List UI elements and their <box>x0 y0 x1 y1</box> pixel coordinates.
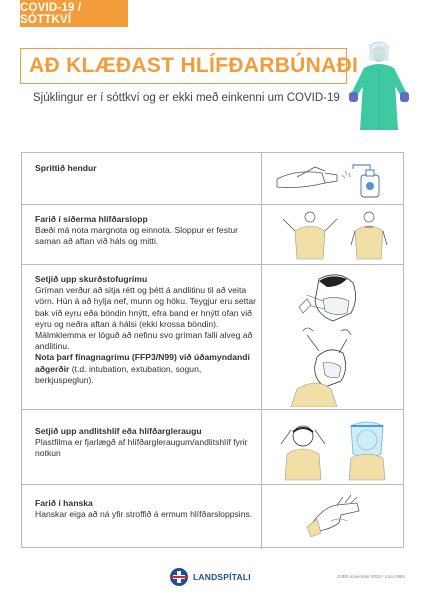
page-subtitle: Sjúklingur er í sóttkví og er ekki með einkenni um COVID-19 <box>33 92 340 104</box>
step-row-face-shield <box>22 409 403 484</box>
step-extra-body: (t.d. intubation, extubation, sogun, berkjuspeglun). <box>35 363 202 385</box>
steps-table <box>21 152 404 548</box>
step-heading: Setjið upp andlitshlíf eða hlífðargleraugu <box>35 426 202 436</box>
logo-text: LANDSPÍTALI <box>193 572 251 582</box>
category-tag: COVID-19 / SÓTTKVÍ <box>20 0 128 27</box>
landspitali-logo <box>170 568 251 586</box>
step-body: Plastfilma er fjarlægð af hlífðargleraugum/andlitshlíf fyrir notkun <box>35 437 248 459</box>
step-row-sanitize <box>22 153 403 204</box>
step-heading: Setjið upp skurðstofugrímu <box>35 274 148 284</box>
step-heading: Farið í síðerma hlífðarslopp <box>35 214 148 224</box>
title-box <box>20 48 359 84</box>
step-body: Bæði má nota margnota og einnota. Sloppur er festur saman að aftan við háls og mitti. <box>35 225 239 247</box>
step-row-gloves <box>22 484 403 549</box>
cross-logo-icon <box>170 568 188 586</box>
gloves-illustration <box>267 489 399 545</box>
ppe-person-illustration <box>348 40 410 135</box>
gown-illustration <box>267 209 399 261</box>
mask-illustration <box>267 269 399 407</box>
step-heading: Sprittið hendur <box>35 163 97 173</box>
step-extra-heading: Nota þarf fínagnagrímu (FFP3/N99) við úðamyndandi aðgerðir <box>35 352 250 374</box>
step-body: Gríman verður að sitja rétt og þétt á andlitinu til að veita vörn. Hún á að hylja nef, munn og höku. Teygjur eru settar bak við eyru eða böndin hnýtt, efra band er hnýtt ofan við eyru og neðra aftan á hálsi (ekki krossa böndin). Málmklemma er löguð að nefinu svo gríman falli alveg að andlitinu. <box>35 285 257 352</box>
step-heading: Farið í hanska <box>35 498 93 508</box>
hand-sanitizer-illustration <box>267 157 399 201</box>
face-shield-illustration <box>267 414 399 482</box>
document-code: GÆÐ nóvember 2020 / LSH-2984 <box>337 574 405 579</box>
step-body: Hanskar eiga að ná yfir stroffið á ermum hlífðarsloppsins. <box>35 509 253 520</box>
page-title: AÐ KLÆÐAST HLÍFÐARBÚNAÐI <box>29 54 359 77</box>
step-row-mask <box>22 264 403 409</box>
step-row-gown <box>22 204 403 264</box>
